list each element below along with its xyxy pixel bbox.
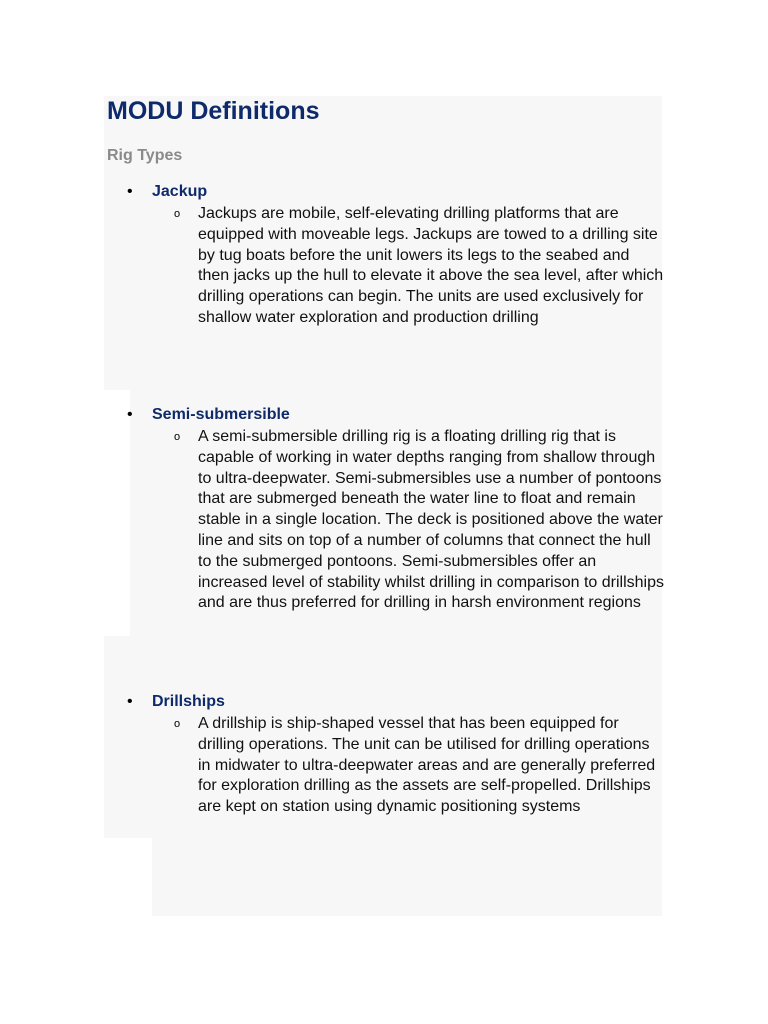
section-subtitle: Rig Types	[107, 147, 183, 164]
background-band-left-strip	[130, 390, 176, 638]
item-heading-jackup: Jackup	[152, 183, 208, 200]
bullet-icon: •	[127, 406, 133, 423]
bullet-icon: •	[127, 183, 133, 200]
sub-bullet-icon: o	[174, 431, 181, 443]
page-title: MODU Definitions	[107, 97, 320, 125]
item-description-drillships: A drillship is ship-shaped vessel that has been equipped for drilling operations. The unit can be utilised for drilling operations in midwater to ultra-deepwater areas and are generally preferred for exploration drilling as the assets are self-propelled. Drillships are kept on station using dynamic positioning systems	[198, 715, 656, 816]
background-band-bottom	[152, 838, 662, 916]
item-heading-semi-submersible: Semi-submersible	[152, 406, 290, 423]
background-band-middle-right	[152, 636, 662, 674]
item-heading-drillships: Drillships	[152, 693, 225, 710]
background-band-middle-left	[104, 636, 152, 674]
item-description-jackup: Jackups are mobile, self-elevating drilling platforms that are equipped with moveable legs. Jackups are towed to a drilling site by tug boats before the unit lowers its legs to the seabed and then jacks up the hull to elevate it above the sea level, after which drilling operations can begin. The units are used exclusively for shallow water exploration and production drilling	[198, 205, 664, 326]
bullet-icon: •	[127, 693, 133, 710]
sub-bullet-icon: o	[174, 718, 181, 730]
sub-bullet-icon: o	[174, 208, 181, 220]
item-description-semi-submersible: A semi-submersible drilling rig is a floating drilling rig that is capable of working in water depths ranging from shallow through to ultra-deepwater. Semi-submersibles use a number of pontoons that are submerged beneath the water line to float and remain stable in a single location. The deck is positioned above the water line and sits on top of a number of columns that connect the hull to the submerged pontoons. Semi-submersibles offer an increased level of stability whilst drilling in comparison to drillships and are thus preferred for drilling in harsh environment regions	[198, 428, 664, 612]
